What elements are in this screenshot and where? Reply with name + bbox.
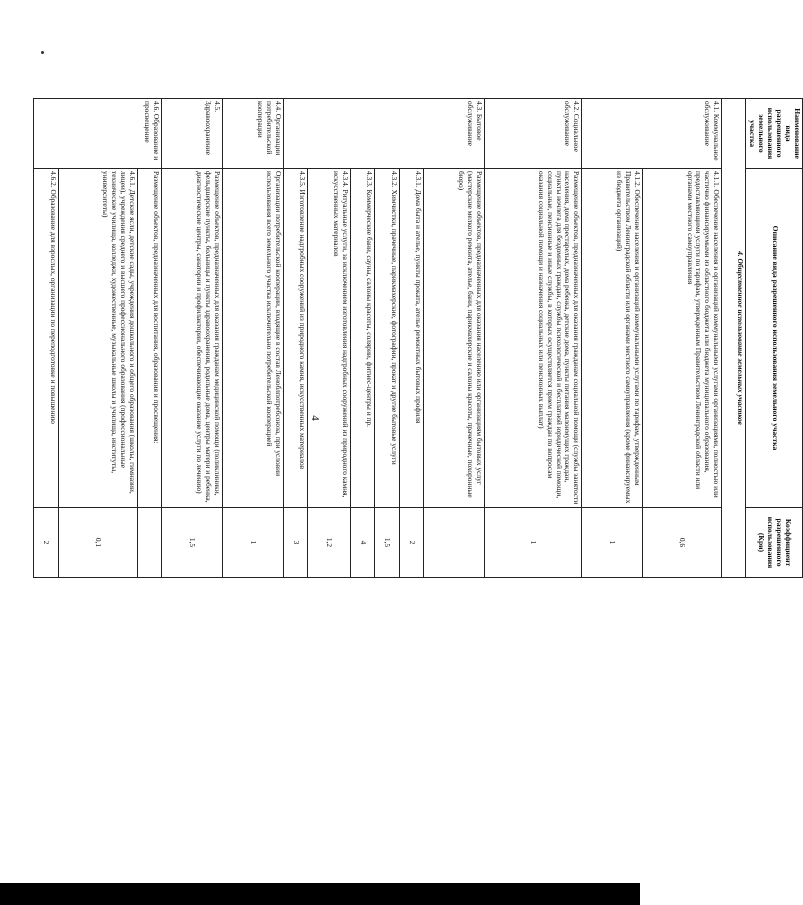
table-row [283,99,307,578]
table-row [375,99,399,578]
table-row [308,99,351,578]
table-row [399,99,423,578]
row-value: 2 [399,508,423,578]
row-value: 1,5 [162,508,223,578]
row-value: 4 [350,508,374,578]
document-sheet [33,98,803,578]
table-row [484,99,581,578]
header-name: Наименование вида разрешенного использования земельного участка [746,99,803,169]
row-value: 1 [582,508,643,578]
row-name: 4.2. Социальное обслуживание [484,99,581,169]
table-row [582,99,643,578]
row-description: 4.6.2. Образование для взрослых, организации по переподготовке и повышению [34,169,59,508]
table-row [137,99,161,578]
table-row [162,99,223,578]
row-description: 4.3.5. Изготовление надгробных сооружений из природного камня, искусственных материалов [283,169,307,508]
table-row [58,99,137,578]
row-name: 4.4. Организации потребительской кооперации [222,99,283,169]
page-number: 4 [308,415,321,421]
row-value [137,508,161,578]
row-description: 4.3.1. Дома быта и ателье, пункты проката, ателье ремонтных бытовых профиля [399,169,423,508]
row-description: 4.3.2. Химчистки, прачечные, парикмахерские, фотографии, прокат и другие бытовые услуги [375,169,399,508]
table-header-row [746,99,803,578]
speck-mark [41,51,44,54]
row-description: Размещение объектов, предназначенных для оказания гражданам медицинской помощи (поликлиники, фельдшерские пункты, больницы и пункты здравоохранения, родильные дома, центры матери и ребенка, диагностические центры, санатории и профилактории, обеспечивающие оказание услуги по лечению) [162,169,223,508]
row-value [424,508,485,578]
row-value: 3 [283,508,307,578]
row-value: 1 [484,508,581,578]
section-title: 4. Общественное использование земельных участков [721,99,745,578]
row-description: Размещение объектов, предназначенных для воспитания, образования и просвещения: [137,169,161,508]
row-description: 4.1.1. Обеспечение населения и организаций коммунальными услугами организациями, полностью или частично финансируемыми из областного бюджета или бюджета муниципального образования, предоставляющими услуги по тарифам, утвержденным Правительством Ленинградской области или органами местного самоуправления [642,169,721,508]
header-coefficient: Коэффициент разрешенного использования (Кри) [746,508,803,578]
table-row [350,99,374,578]
row-value: 1 [222,508,283,578]
table-row [642,99,721,578]
row-description: 4.6.1. Детские ясли, детские сады, учреждения дошкольного и общего образования (школы, гимназии, лицеи), учреждения среднего и высшего профессионального образования (профессиональные технические училища, колледжи, художественные, музыкальные школы и училища, институты, университеты) [58,169,137,508]
row-description: Размещение объектов, предназначенных для оказания гражданам социальной помощи (службы занятости населения, дома престарелых, дома ребенка, детские дома, пункты питания малоимущих граждан, пункты ночлега для бездомных граждан, службы психологической и бесплатной юридической помощи, социальные, пенсионные и иные службы, в которых осуществляется прием граждан по вопросам оказания социальной помощи и назначения социальных или пенсионных выплат) [484,169,581,508]
scan-border [0,883,640,905]
land-use-table [33,98,803,578]
row-description: Размещение объектов, предназначенных для оказания населению или организациям бытовых услуг (мастерские мелкого ремонта, ателье, бани, парикмахерские и салоны красоты, прачечные, похоронные бюро) [424,169,485,508]
row-value: 1,2 [308,508,351,578]
row-name: 4.5. Здравоохранение [162,99,223,169]
row-description: 4.3.4. Ритуальные услуги, за исключением изготовления надгробных сооружений из природного камня, искусственных материалов [308,169,351,508]
section-row [721,99,745,578]
row-value: 0,6 [642,508,721,578]
row-name: 4.6. Образование и просвещение [34,99,162,169]
table-row [222,99,283,578]
row-value: 0,1 [58,508,137,578]
table-row [34,99,59,578]
row-description: 4.3.3. Коммерческие бани, сауны, салоны красоты, солярии, фитнес-центры и пр. [350,169,374,508]
row-name: 4.1. Коммунальное обслуживание [582,99,722,169]
row-value: 1,5 [375,508,399,578]
row-value: 2 [34,508,59,578]
table-row [424,99,485,578]
row-name: 4.3. Бытовое обслуживание [283,99,484,169]
row-description: Организации потребительской кооперации, входящие в состав Леноблпотребсоюза, при условии использования всего земельного участка исключительно потребительской кооперацией [222,169,283,508]
header-description: Описание вида разрешенного использования земельного участка [746,169,803,508]
row-description: 4.1.2. Обеспечение населения и организаций коммунальными услугами по тарифам, утвержденным Правительством Ленинградской области или органами местного самоуправления (кроме финансируемых из бюджета организаций) [582,169,643,508]
